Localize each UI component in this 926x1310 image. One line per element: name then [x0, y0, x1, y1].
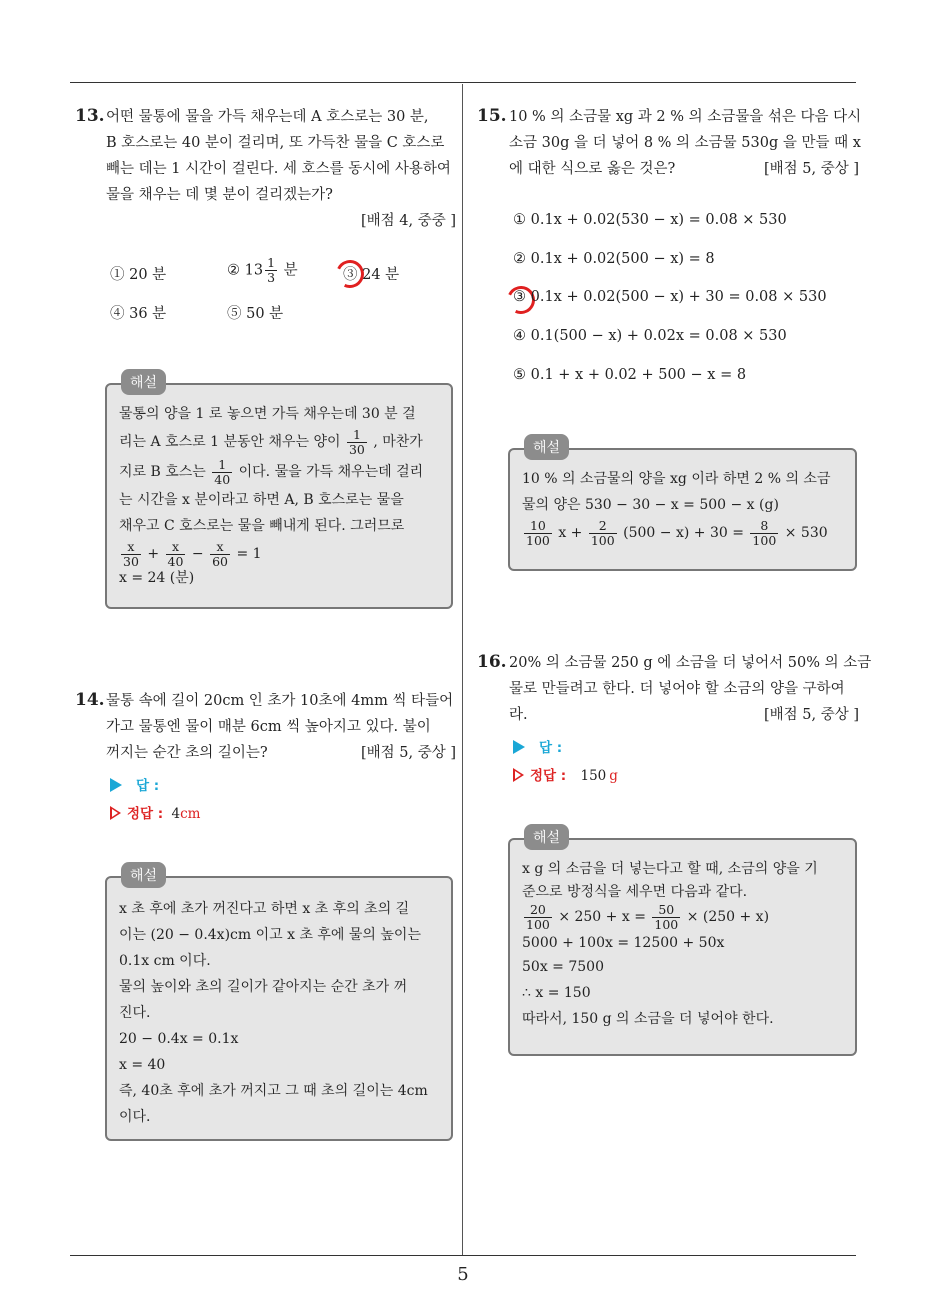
q16-line-1: 20% 의 소금물 250 g 에 소금을 더 넣어서 50% 의 소금 — [509, 655, 872, 671]
q13-choice-2[interactable] — [227, 256, 298, 285]
solution-tag: 해설 — [121, 862, 166, 888]
q13-choice-2-fraction: $\frac{1}{3}$ — [267, 255, 276, 285]
q14-sol-line-1: x 초 후에 초가 꺼진다고 하면 x 초 후의 초의 길 — [119, 901, 410, 917]
q13-line-2: B 호스로는 40 분이 걸리며, 또 가득찬 물을 C 호스로 — [106, 135, 445, 151]
q13-line-4: 물을 채우는 데 몇 분이 걸리겠는가? — [106, 187, 333, 203]
q16-number: 16. — [477, 652, 507, 672]
q14-score: [배점 5, 중상 ] — [360, 745, 456, 761]
q16-line-3: 라. — [509, 707, 528, 723]
q15-score: [배점 5, 중상 ] — [763, 161, 859, 177]
q14-line-1: 물통 속에 길이 20cm 인 초가 10초에 4mm 씩 타들어 — [106, 693, 454, 709]
q14-sol-line-6: 20 − 0.4x = 0.1x — [119, 1031, 239, 1047]
column-divider — [462, 84, 463, 1255]
q14-answer-row[interactable] — [110, 774, 159, 794]
q16-correct-unit: g — [609, 768, 618, 784]
q14-number: 14. — [75, 690, 105, 710]
q16-answer-row[interactable] — [513, 736, 562, 756]
outline-triangle-icon — [513, 768, 524, 782]
q14-answer-label: 답 : — [136, 778, 160, 794]
q13-sol-line-3: 지로 B 호스는 $\frac{1}{40}$ 이다. 물을 가득 채우는데 걸리 — [119, 456, 424, 487]
q13-sol-line-4: 는 시간을 x 분이라고 하면 A, B 호스로는 물을 — [119, 492, 404, 508]
q13-score: [배점 4, 중중 ] — [360, 213, 456, 229]
q15-number: 15. — [477, 106, 507, 126]
q15-line-3: 에 대한 식으로 옳은 것은? — [509, 161, 676, 177]
q13-choice-3[interactable]: ③ 24 분 — [343, 267, 400, 283]
q14-solution-box — [105, 868, 453, 1141]
q15-choice-2[interactable]: ② 0.1x + 0.02(500 − x) = 8 — [513, 251, 715, 267]
q14-correct-label: 정답 : — [127, 806, 164, 822]
bottom-rule — [70, 1255, 856, 1256]
q13-line-1: 어떤 물통에 물을 가득 채우는데 A 호스로는 30 분, — [106, 109, 429, 125]
solution-tag: 해설 — [524, 434, 569, 460]
q13-text — [106, 104, 456, 234]
q14-sol-line-4: 물의 높이와 초의 길이가 같아지는 순간 초가 꺼 — [119, 979, 408, 995]
q13-line-3: 빼는 데는 1 시간이 걸린다. 세 호스를 동시에 사용하여 — [106, 161, 451, 177]
q14-correct-value: 4 — [171, 806, 181, 822]
q13-choice-2-pre: ② 13 — [227, 262, 264, 279]
q16-solution-box — [508, 830, 857, 1056]
q14-line-3: 꺼지는 순간 초의 길이는? — [106, 745, 268, 761]
q14-line-3-row — [106, 740, 456, 766]
q16-sol-equation: $\frac{20}{100}$ × 250 + x = $\frac{50}{100}$ × (250 + x) — [526, 901, 770, 932]
q16-sol-line-6: ∴ x = 150 — [522, 985, 591, 1001]
q15-sol-equation: $\frac{10}{100}$ x + $\frac{2}{100}$ (500 − x) + 30 = $\frac{8}{100}$ × 530 — [526, 517, 828, 548]
q16-sol-line-5: 50x = 7500 — [522, 959, 604, 975]
q15-line-1: 10 % 의 소금물 xg 과 2 % 의 소금물을 섞은 다음 다시 — [509, 109, 862, 125]
q16-score: [배점 5, 중상 ] — [763, 707, 859, 723]
q13-number: 13. — [75, 106, 105, 126]
q16-sol-line-7: 따라서, 150 g 의 소금을 더 넣어야 한다. — [522, 1011, 774, 1027]
q13-sol-line-2: 리는 A 호스로 1 분동안 채우는 양이 $\frac{1}{30}$ , 마찬가 — [119, 426, 423, 457]
q15-choice-5[interactable]: ⑤ 0.1 + x + 0.02 + 500 − x = 8 — [513, 367, 747, 383]
solution-tag: 해설 — [121, 369, 166, 395]
q14-sol-line-7: x = 40 — [119, 1057, 166, 1073]
q16-correct-value: 150 — [580, 768, 607, 784]
q13-choice-2-post: 분 — [279, 262, 298, 279]
q13-choice-4[interactable]: ④ 36 분 — [110, 306, 167, 322]
q13-sol-line-5: 채우고 C 호스로는 물을 빼내게 된다. 그러므로 — [119, 518, 405, 534]
q16-text — [509, 650, 872, 728]
q15-sol-line-2: 물의 양은 530 − 30 − x = 500 − x (g) — [522, 497, 779, 513]
q16-sol-line-1: x g 의 소금을 더 넣는다고 할 때, 소금의 양을 기 — [522, 861, 818, 877]
q16-line-2: 물로 만들려고 한다. 더 넣어야 할 소금의 양을 구하여 — [509, 681, 845, 697]
play-icon — [513, 740, 525, 754]
q14-sol-line-2: 이는 (20 − 0.4x)cm 이고 x 초 후에 물의 높이는 — [119, 927, 421, 943]
q16-correct-row — [513, 764, 618, 784]
q15-choice-4[interactable]: ④ 0.1(500 − x) + 0.02x = 0.08 × 530 — [513, 328, 787, 344]
q16-answer-label: 답 : — [539, 740, 563, 756]
q15-text — [509, 104, 862, 182]
play-icon — [110, 778, 122, 792]
q13-sol-result: x = 24 (분) — [119, 570, 195, 586]
q13-sol-equation: $\frac{x}{30}$ + $\frac{x}{40}$ − $\frac{x}{60}$ = 1 — [123, 538, 262, 569]
q14-sol-line-8: 즉, 40초 후에 초가 꺼지고 그 때 초의 길이는 4cm — [119, 1083, 428, 1099]
q15-line-3-row — [509, 156, 859, 182]
q14-sol-line-3: 0.1x cm 이다. — [119, 953, 211, 969]
q15-solution-box — [508, 440, 857, 571]
q15-choice-3[interactable]: ③ 0.1x + 0.02(500 − x) + 30 = 0.08 × 530 — [513, 289, 827, 305]
q13-solution-box — [105, 375, 453, 609]
q16-correct-label: 정답 : — [530, 768, 567, 784]
q14-sol-line-9: 이다. — [119, 1109, 151, 1125]
q15-sol-line-1: 10 % 의 소금물의 양을 xg 이라 하면 2 % 의 소금 — [522, 471, 831, 487]
q14-sol-line-5: 진다. — [119, 1005, 151, 1021]
q13-sol-line-1: 물통의 양을 1 로 놓으면 가득 채우는데 30 분 걸 — [119, 406, 416, 422]
q16-sol-line-4: 5000 + 100x = 12500 + 50x — [522, 935, 725, 951]
top-rule — [70, 82, 856, 83]
outline-triangle-icon — [110, 806, 121, 820]
q13-choice-5[interactable]: ⑤ 50 분 — [227, 306, 284, 322]
q14-correct-row — [110, 802, 200, 822]
page-number: 5 — [457, 1264, 469, 1285]
q14-text — [106, 688, 456, 766]
q15-line-2: 소금 30g 을 더 넣어 8 % 의 소금물 530g 을 만들 때 x — [509, 135, 861, 151]
q13-choice-1[interactable]: ① 20 분 — [110, 267, 167, 283]
q15-choice-1[interactable]: ① 0.1x + 0.02(530 − x) = 0.08 × 530 — [513, 212, 787, 228]
q16-line-3-row — [509, 702, 859, 728]
solution-tag: 해설 — [524, 824, 569, 850]
q14-line-2: 가고 물통엔 물이 매분 6cm 씩 높아지고 있다. 불이 — [106, 719, 431, 735]
q16-sol-line-2: 준으로 방정식을 세우면 다음과 같다. — [522, 884, 748, 900]
q14-correct-unit: cm — [180, 806, 201, 822]
